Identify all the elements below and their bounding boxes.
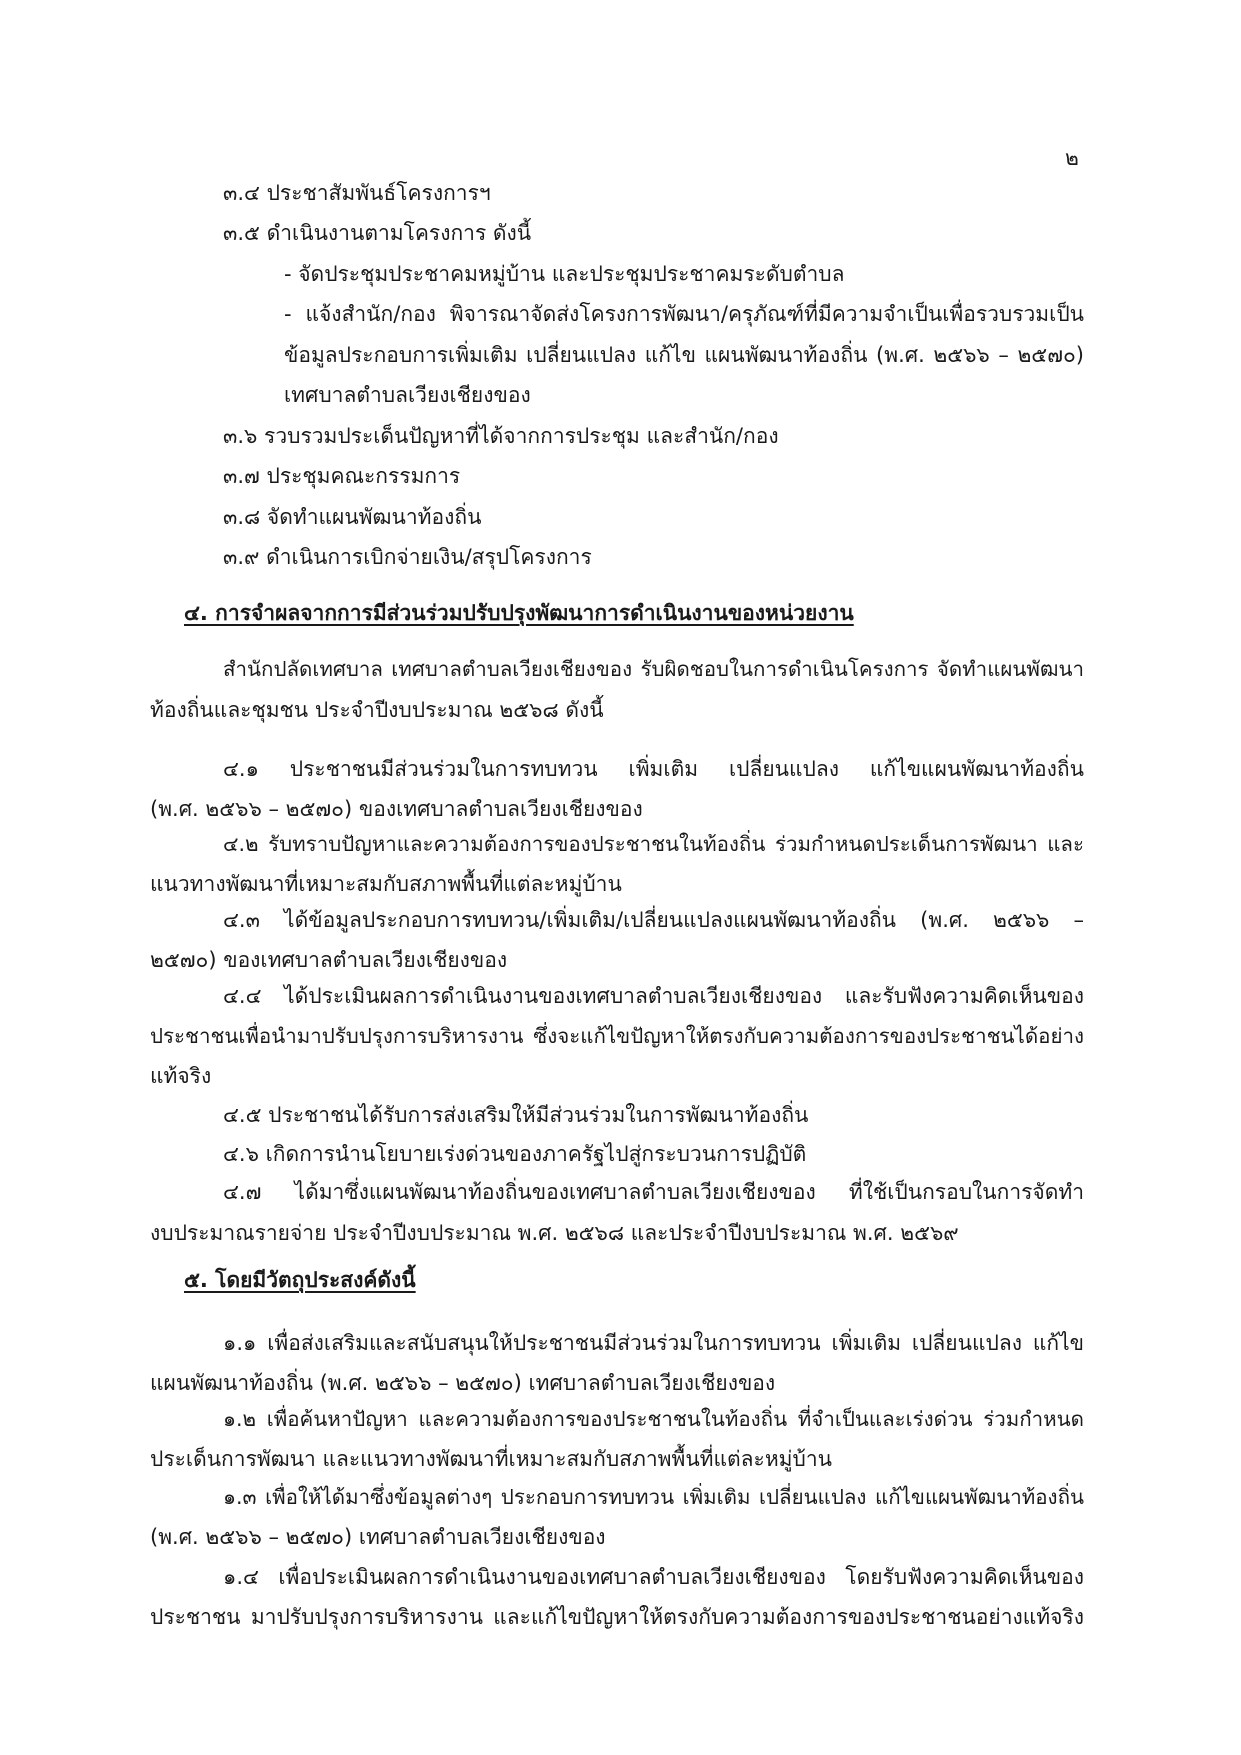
item-4-1-line-2: (พ.ศ. ๒๕๖๖ – ๒๕๗๐) ของเทศบาลตำบลเวียงเชียงของ bbox=[150, 797, 643, 821]
item-3-5: ๓.๕ ดำเนินงานตามโครงการ ดังนี้ bbox=[223, 221, 532, 245]
item-4-3-line-2: ๒๕๗๐) ของเทศบาลตำบลเวียงเชียงของ bbox=[150, 948, 508, 972]
item-3-7: ๓.๗ ประชุมคณะกรรมการ bbox=[223, 464, 461, 488]
item-3-5-bullet-1: - จัดประชุมประชาคมหมู่บ้าน และประชุมประชาคมระดับตำบล bbox=[284, 262, 845, 286]
item-1-3-line-2: (พ.ศ. ๒๕๖๖ – ๒๕๗๐) เทศบาลตำบลเวียงเชียงของ bbox=[150, 1525, 606, 1549]
item-1-3-line-1: ๑.๓ เพื่อให้ได้มาซึ่งข้อมูลต่างๆ ประกอบการทบทวน เพิ่มเติม เปลี่ยนแปลง แก้ไขแผนพัฒนาท้องถิ่น bbox=[223, 1485, 1084, 1509]
item-1-2-line-1: ๑.๒ เพื่อค้นหาปัญหา และความต้องการของประชาชนในท้องถิ่น ที่จำเป็นและเร่งด่วน ร่วมกำหนด bbox=[223, 1407, 1084, 1431]
item-4-2-line-1: ๔.๒ รับทราบปัญหาและความต้องการของประชาชนในท้องถิ่น ร่วมกำหนดประเด็นการพัฒนา และ bbox=[223, 832, 1084, 856]
item-3-5-bullet-2-line-1: - แจ้งสำนัก/กอง พิจารณาจัดส่งโครงการพัฒนา/ครุภัณฑ์ที่มีความจำเป็นเพื่อรวบรวมเป็น bbox=[284, 302, 1084, 326]
section-4-intro-line-1: สำนักปลัดเทศบาล เทศบาลตำบลเวียงเชียงของ รับผิดชอบในการดำเนินโครงการ จัดทำแผนพัฒนา bbox=[223, 657, 1084, 681]
item-1-4-line-1: ๑.๔ เพื่อประเมินผลการดำเนินงานของเทศบาลตำบลเวียงเชียงของ โดยรับฟังความคิดเห็นของ bbox=[223, 1565, 1084, 1589]
item-4-4-line-2: ประชาชนเพื่อนำมาปรับปรุงการบริหารงาน ซึ่งจะแก้ไขปัญหาให้ตรงกับความต้องการของประชาชนได้อย่าง bbox=[150, 1024, 1084, 1048]
item-3-6: ๓.๖ รวบรวมประเด็นปัญหาที่ได้จากการประชุม และสำนัก/กอง bbox=[223, 424, 779, 448]
item-1-4-line-2: ประชาชน มาปรับปรุงการบริหารงาน และแก้ไขปัญหาให้ตรงกับความต้องการของประชาชนอย่างแท้จริง bbox=[150, 1605, 1084, 1629]
item-3-5-bullet-2-line-2: ข้อมูลประกอบการเพิ่มเติม เปลี่ยนแปลง แก้ไข แผนพัฒนาท้องถิ่น (พ.ศ. ๒๕๖๖ – ๒๕๗๐) bbox=[284, 343, 1084, 367]
item-3-5-bullet-2-line-3: เทศบาลตำบลเวียงเชียงของ bbox=[284, 383, 531, 407]
item-3-9: ๓.๙ ดำเนินการเบิกจ่ายเงิน/สรุปโครงการ bbox=[223, 545, 592, 569]
item-1-1-line-1: ๑.๑ เพื่อส่งเสริมและสนับสนุนให้ประชาชนมีส่วนร่วมในการทบทวน เพิ่มเติม เปลี่ยนแปลง แก้ไข bbox=[223, 1331, 1084, 1355]
item-3-4: ๓.๔ ประชาสัมพันธ์โครงการฯ bbox=[223, 181, 491, 205]
item-4-5: ๔.๕ ประชาชนได้รับการส่งเสริมให้มีส่วนร่วมในการพัฒนาท้องถิ่น bbox=[223, 1103, 809, 1127]
page-number: ๒ bbox=[1065, 146, 1079, 170]
item-4-7-line-2: งบประมาณรายจ่าย ประจำปีงบประมาณ พ.ศ. ๒๕๖๘ และประจำปีงบประมาณ พ.ศ. ๒๕๖๙ bbox=[150, 1221, 959, 1245]
item-3-8: ๓.๘ จัดทำแผนพัฒนาท้องถิ่น bbox=[223, 505, 482, 529]
section-4-intro-line-2: ท้องถิ่นและชุมชน ประจำปีงบประมาณ ๒๕๖๘ ดังนี้ bbox=[150, 698, 604, 722]
item-4-4-line-1: ๔.๔ ได้ประเมินผลการดำเนินงานของเทศบาลตำบลเวียงเชียงของ และรับฟังความคิดเห็นของ bbox=[223, 984, 1084, 1008]
item-4-4-line-3: แท้จริง bbox=[150, 1064, 212, 1088]
item-4-7-line-1: ๔.๗ ได้มาซึ่งแผนพัฒนาท้องถิ่นของเทศบาลตำบลเวียงเชียงของ ที่ใช้เป็นกรอบในการจัดทำ bbox=[223, 1180, 1084, 1204]
item-4-1-line-1: ๔.๑ ประชาชนมีส่วนร่วมในการทบทวน เพิ่มเติม เปลี่ยนแปลง แก้ไขแผนพัฒนาท้องถิ่น bbox=[223, 757, 1084, 781]
item-4-6: ๔.๖ เกิดการนำนโยบายเร่งด่วนของภาครัฐไปสู่กระบวนการปฏิบัติ bbox=[223, 1142, 807, 1166]
item-1-1-line-2: แผนพัฒนาท้องถิ่น (พ.ศ. ๒๕๖๖ – ๒๕๗๐) เทศบาลตำบลเวียงเชียงของ bbox=[150, 1371, 776, 1395]
section-4-heading: ๔. การจำผลจากการมีส่วนร่วมปรับปรุงพัฒนาการดำเนินงานของหน่วยงาน bbox=[184, 601, 854, 625]
item-4-3-line-1: ๔.๓ ได้ข้อมูลประกอบการทบทวน/เพิ่มเติม/เปลี่ยนแปลงแผนพัฒนาท้องถิ่น (พ.ศ. ๒๕๖๖ – bbox=[223, 908, 1084, 932]
item-1-2-line-2: ประเด็นการพัฒนา และแนวทางพัฒนาที่เหมาะสมกับสภาพพื้นที่แต่ละหมู่บ้าน bbox=[150, 1447, 832, 1471]
section-5-heading: ๕. โดยมีวัตถุประสงค์ดังนี้ bbox=[184, 1268, 416, 1292]
item-4-2-line-2: แนวทางพัฒนาที่เหมาะสมกับสภาพพื้นที่แต่ละหมู่บ้าน bbox=[150, 872, 622, 896]
